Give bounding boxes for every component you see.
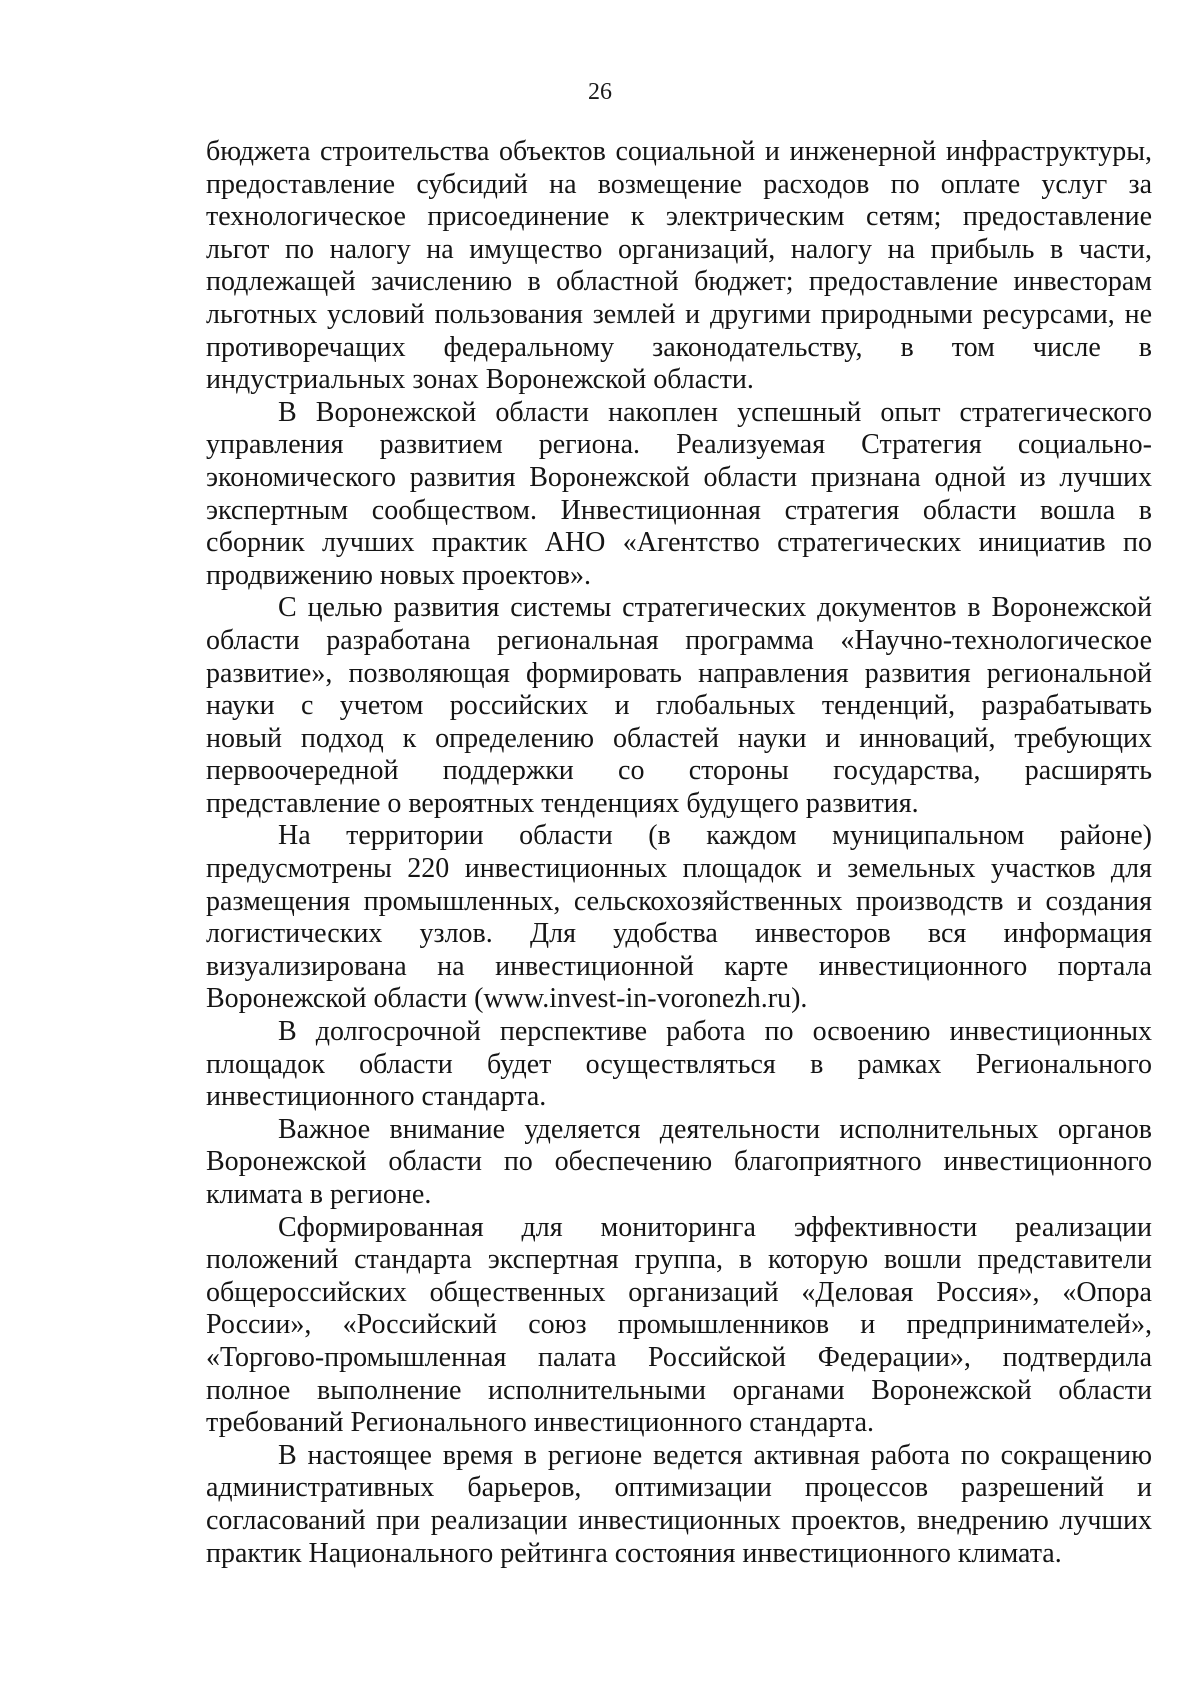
paragraph-4-line-2: предусмотрены 220 инвестиционных площадок и земельных участков для: [206, 853, 1152, 885]
paragraph-8-line-2: административных барьеров, оптимизации процессов разрешений и: [206, 1472, 1152, 1504]
paragraph-3-line-5: новый подход к определению областей науки и инноваций, требующих: [206, 722, 1152, 754]
paragraph-8-line-1: В настоящее время в регионе ведется активная работа по сокращению: [278, 1439, 1152, 1471]
paragraph-3-line-7: представление о вероятных тенденциях будущего развития.: [206, 787, 919, 819]
paragraph-5-line-1: В долгосрочной перспективе работа по освоению инвестиционных: [278, 1016, 1152, 1048]
paragraph-3-line-3: развитие», позволяющая формировать направления развития региональной: [206, 657, 1152, 689]
paragraph-2-line-6: продвижению новых проектов».: [206, 559, 592, 591]
paragraph-1-line-7: противоречащих федеральному законодательству, в том числе в: [206, 331, 1152, 363]
document-body: [206, 136, 1152, 1570]
paragraph-1-line-1: бюджета строительства объектов социальной и инженерной инфраструктуры,: [206, 136, 1152, 167]
paragraph-7-line-2: положений стандарта экспертная группа, в которую вошли представители: [206, 1244, 1152, 1276]
paragraph-7-line-3: общероссийских общественных организаций «Деловая Россия», «Опора: [206, 1276, 1152, 1308]
paragraph-6-line-2: Воронежской области по обеспечению благоприятного инвестиционного: [206, 1146, 1152, 1178]
paragraph-6-line-1: Важное внимание уделяется деятельности исполнительных органов: [278, 1113, 1152, 1145]
paragraph-6-line-3: климата в регионе.: [206, 1179, 432, 1210]
paragraph-8-line-3: согласований при реализации инвестиционных проектов, внедрению лучших: [206, 1504, 1152, 1536]
paragraph-2-line-3: экономического развития Воронежской области признана одной из лучших: [206, 461, 1152, 493]
paragraph-1-line-6: льготных условий пользования землей и другими природными ресурсами, не: [206, 298, 1152, 330]
paragraph-7-line-6: полное выполнение исполнительными органами Воронежской области: [206, 1374, 1152, 1406]
paragraph-1-line-3: технологическое присоединение к электрическим сетям; предоставление: [206, 201, 1152, 233]
paragraph-7-line-4: России», «Российский союз промышленников и предпринимателей»,: [206, 1309, 1152, 1341]
paragraph-1-line-8: индустриальных зонах Воронежской области.: [206, 364, 754, 396]
paragraph-5-line-3: инвестиционного стандарта.: [206, 1081, 547, 1113]
paragraph-4-line-3: размещения промышленных, сельскохозяйственных производств и создания: [206, 885, 1152, 917]
paragraph-3-line-6: первоочередной поддержки со стороны государства, расширять: [206, 755, 1152, 787]
paragraph-1-line-2: предоставление субсидий на возмещение расходов по оплате услуг за: [206, 168, 1152, 200]
paragraph-8-line-4: практик Национального рейтинга состояния инвестиционного климата.: [206, 1537, 1062, 1569]
paragraph-2-line-1: В Воронежской области накоплен успешный опыт стратегического: [278, 396, 1152, 428]
paragraph-4-line-4: логистических узлов. Для удобства инвесторов вся информация: [206, 918, 1152, 950]
paragraph-3-line-2: области разработана региональная программа «Научно-технологическое: [206, 624, 1152, 656]
paragraph-2-line-5: сборник лучших практик АНО «Агентство стратегических инициатив по: [206, 527, 1152, 559]
paragraph-2-line-4: экспертным сообществом. Инвестиционная стратегия области вошла в: [206, 494, 1152, 526]
paragraph-2-line-2: управления развитием региона. Реализуемая Стратегия социально-: [206, 429, 1152, 461]
paragraph-5-line-2: площадок области будет осуществляться в рамках Регионального: [206, 1048, 1152, 1080]
paragraph-4-line-1: На территории области (в каждом муниципальном районе): [278, 820, 1152, 852]
paragraph-7-line-1: Сформированная для мониторинга эффективности реализации: [278, 1211, 1152, 1243]
paragraph-1-line-4: льгот по налогу на имущество организаций, налогу на прибыль в части,: [206, 233, 1152, 265]
paragraph-3-line-4: науки с учетом российских и глобальных тенденций, разрабатывать: [206, 690, 1152, 722]
paragraph-1-line-5: подлежащей зачислению в областной бюджет; предоставление инвесторам: [206, 266, 1152, 298]
paragraph-4-line-5: визуализирована на инвестиционной карте инвестиционного портала: [206, 950, 1152, 982]
page-number: 26: [588, 79, 612, 105]
paragraph-4-line-6: Воронежской области (www.invest-in-voronezh.ru).: [206, 983, 808, 1015]
paragraph-7-line-7: требований Регионального инвестиционного стандарта.: [206, 1407, 875, 1439]
paragraph-7-line-5: «Торгово-промышленная палата Российской Федерации», подтвердила: [206, 1341, 1152, 1373]
paragraph-3-line-1: С целью развития системы стратегических документов в Воронежской: [278, 592, 1152, 624]
